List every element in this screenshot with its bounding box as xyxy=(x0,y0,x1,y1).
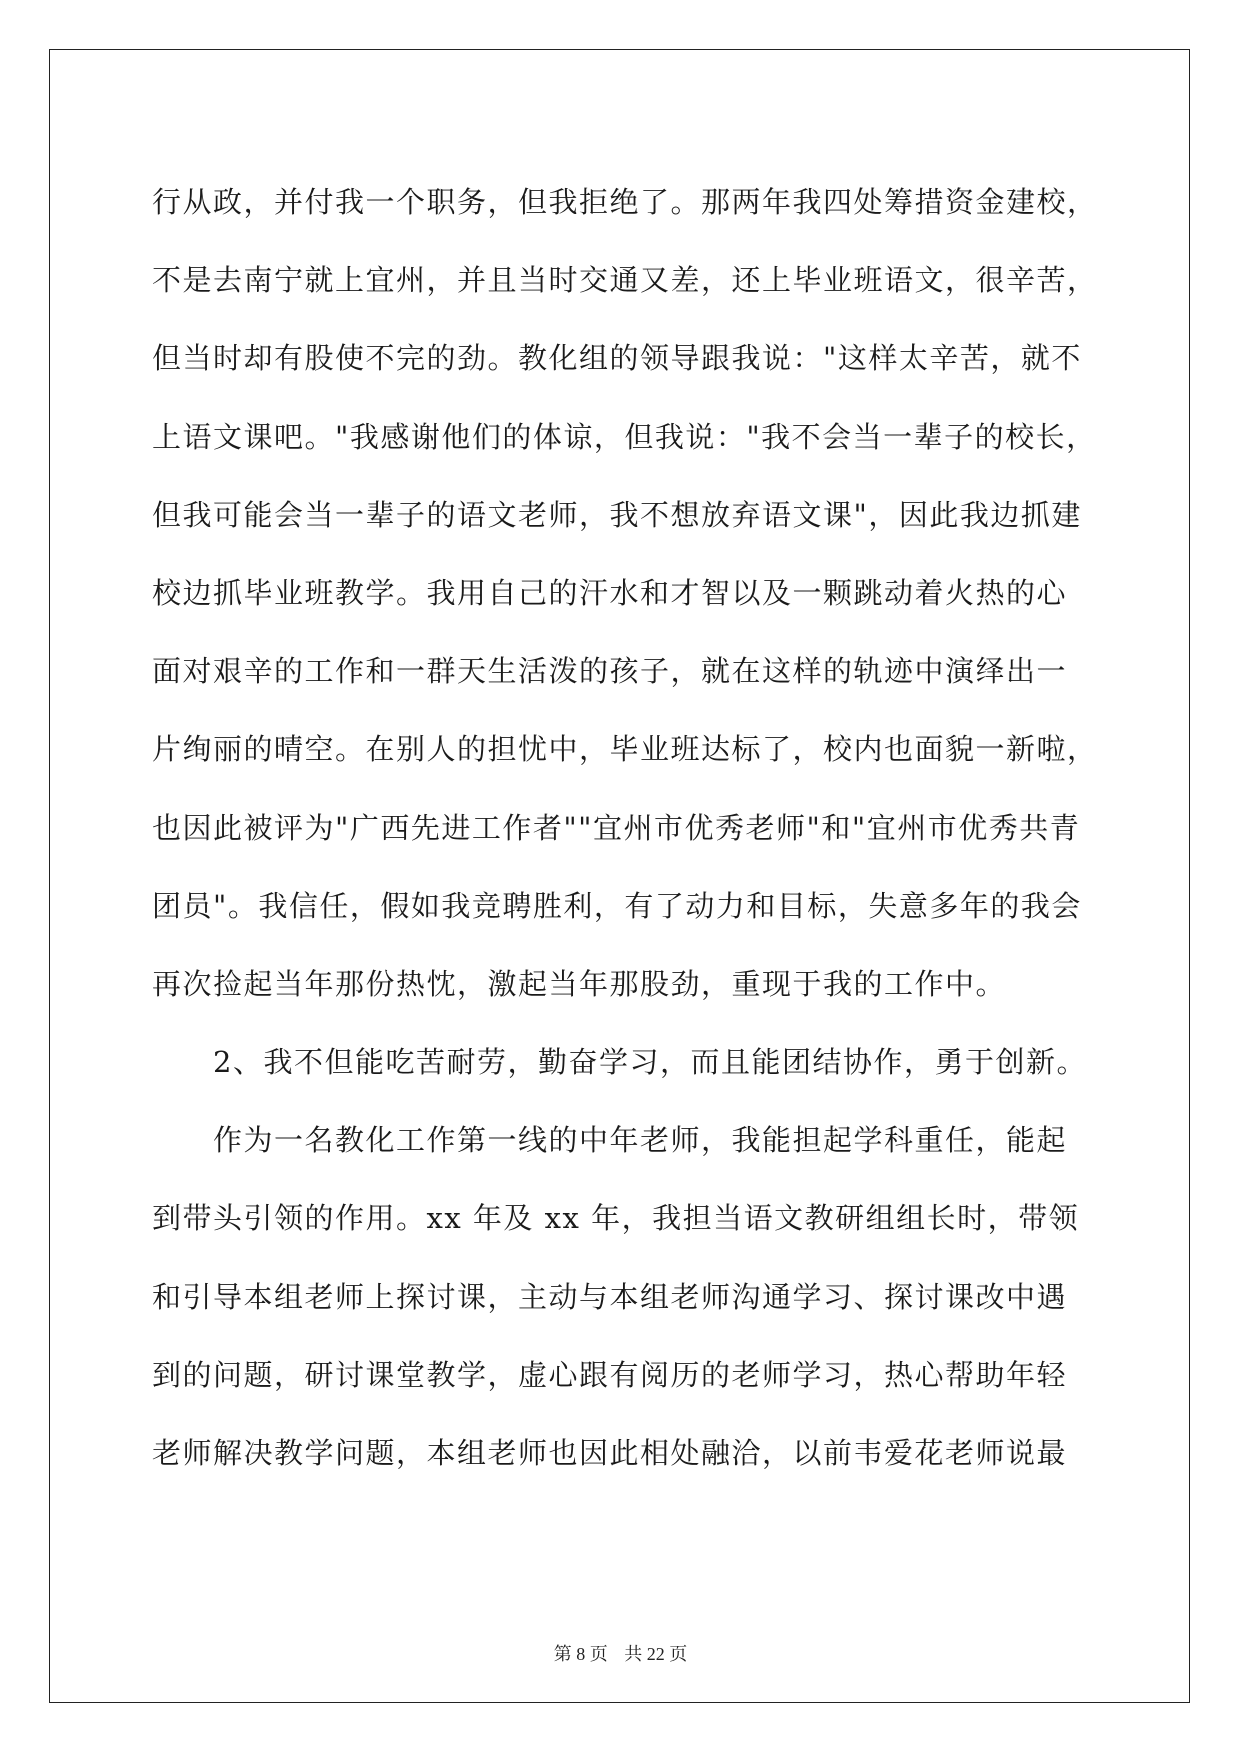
document-body xyxy=(152,163,1102,1492)
text-line: 片绚丽的晴空。在别人的担忧中，毕业班达标了，校内也面貌一新啦， xyxy=(152,732,1098,767)
page-footer xyxy=(0,1640,1241,1666)
text-line: 面对艰辛的工作和一群天生活泼的孩子，就在这样的轨迹中演绎出一 xyxy=(152,654,1068,689)
current-page-number: 第 8 页 xyxy=(553,1644,608,1664)
text-line: 团员"。我信任，假如我竞聘胜利，有了动力和目标，失意多年的我会 xyxy=(152,888,1082,923)
text-line: 老师解决教学问题，本组老师也因此相处融洽，以前韦爱花老师说最 xyxy=(152,1436,1068,1470)
text-line: 作为一名教化工作第一线的中年老师，我能担起学科重任，能起 xyxy=(152,1123,1068,1158)
text-line: 校边抓毕业班教学。我用自己的汗水和才智以及一颗跳动着火热的心 xyxy=(152,575,1068,610)
text-line: 到的问题，研讨课堂教学，虚心跟有阅历的老师学习，热心帮助年轻 xyxy=(152,1357,1068,1392)
text-line: 但我可能会当一辈子的语文老师，我不想放弃语文课"，因此我边抓建 xyxy=(152,497,1082,532)
text-line: 行从政，并付我一个职务，但我拒绝了。那两年我四处筹措资金建校， xyxy=(152,185,1098,219)
text-line: 再次捡起当年那份热忱，激起当年那股劲，重现于我的工作中。 xyxy=(152,966,1007,1001)
text-line: 但当时却有股使不完的劲。教化组的领导跟我说："这样太辛苦，就不 xyxy=(152,341,1082,376)
text-line: 上语文课吧。"我感谢他们的体谅，但我说："我不会当一辈子的校长， xyxy=(152,419,1097,454)
text-line: 不是去南宁就上宜州，并且当时交通又差，还上毕业班语文，很辛苦， xyxy=(152,263,1098,298)
text-line: 到带头引领的作用。xx 年及 xx 年，我担当语文教研组组长时，带领 xyxy=(152,1201,1080,1236)
text-line: 和引导本组老师上探讨课，主动与本组老师沟通学习、探讨课改中遇 xyxy=(152,1279,1068,1314)
total-page-count: 共 22 页 xyxy=(624,1644,688,1664)
text-line: 也因此被评为"广西先进工作者""宜州市优秀老师"和"宜州市优秀共青 xyxy=(152,810,1081,845)
text-line: 2、我不但能吃苦耐劳，勤奋学习，而且能团结协作，勇于创新。 xyxy=(152,1045,1087,1080)
